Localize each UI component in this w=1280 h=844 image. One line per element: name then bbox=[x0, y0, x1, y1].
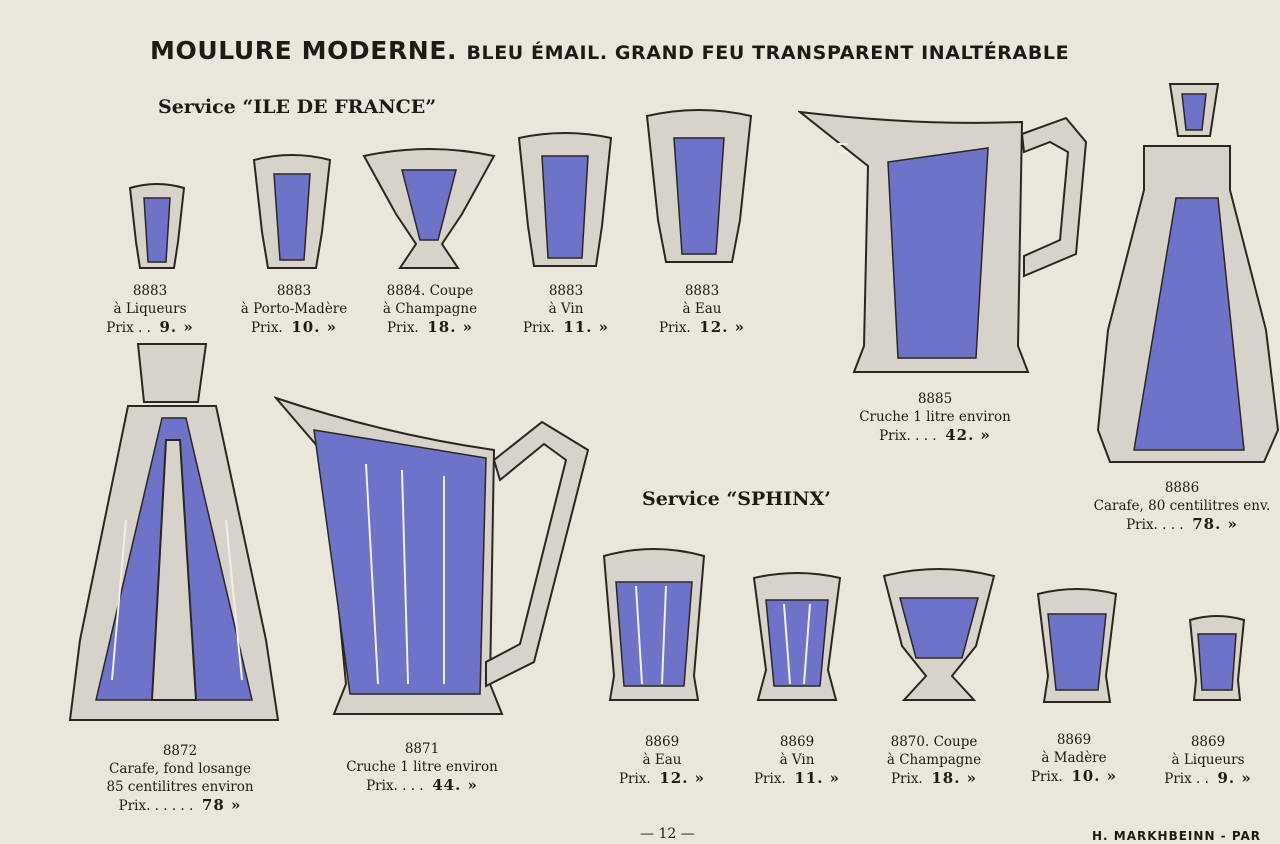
item-desc: à Champagne bbox=[886, 752, 982, 768]
item-ref: 8870. Coupe bbox=[890, 734, 978, 750]
item-price: 10. » bbox=[291, 318, 338, 336]
item-prix-label: Prix. bbox=[658, 320, 691, 336]
item-ref: 8883 bbox=[276, 283, 312, 299]
item-prix-label: Prix . . bbox=[106, 320, 151, 336]
item-price: 11. » bbox=[563, 318, 610, 336]
item-price: 78 » bbox=[201, 796, 242, 814]
item-ref: 8869 bbox=[644, 734, 680, 750]
item-ref: 8883 bbox=[684, 283, 720, 299]
sphinx-champagne-coupe-8870-image bbox=[882, 566, 996, 706]
liqueur-glass-8883-image bbox=[126, 182, 188, 274]
item-price: 11. » bbox=[794, 769, 841, 787]
caption-8869-liqueurs bbox=[1164, 733, 1252, 788]
caption-8870-coupe-champagne bbox=[887, 733, 981, 788]
item-prix-label: Prix. . . . . . bbox=[118, 798, 194, 814]
item-desc: à Eau bbox=[642, 752, 682, 768]
item-ref: 8885 bbox=[917, 391, 953, 407]
item-price: 9. » bbox=[159, 318, 194, 336]
item-price: 12. » bbox=[659, 769, 706, 787]
item-desc: à Liqueurs bbox=[1171, 752, 1245, 768]
item-desc: à Champagne bbox=[382, 301, 478, 317]
sphinx-madere-glass-8869-image bbox=[1036, 586, 1118, 706]
caption-8869-madere bbox=[1031, 731, 1117, 786]
caption-8869-vin bbox=[754, 733, 840, 788]
item-desc: à Eau bbox=[682, 301, 722, 317]
item-price: 78. » bbox=[1192, 515, 1238, 533]
item-prix-label: Prix. bbox=[890, 771, 923, 787]
item-price: 10. » bbox=[1071, 767, 1118, 785]
page-title bbox=[150, 36, 1069, 65]
item-ref: 8869 bbox=[1056, 732, 1092, 748]
wine-glass-8883-image bbox=[516, 130, 614, 272]
item-price: 18. » bbox=[427, 318, 474, 336]
sphinx-water-glass-8869-image bbox=[602, 546, 706, 706]
item-desc: à Vin bbox=[548, 301, 584, 317]
item-prix-label: Prix. bbox=[522, 320, 555, 336]
title-main: MOULURE MODERNE. bbox=[150, 36, 458, 65]
item-prix-label: Prix. bbox=[250, 320, 283, 336]
caption-8872-carafe bbox=[106, 742, 253, 815]
item-price: 42. » bbox=[945, 426, 991, 444]
item-ref: 8883 bbox=[548, 283, 584, 299]
jug-8871-image bbox=[274, 394, 594, 722]
title-subtitle: BLEU ÉMAIL. GRAND FEU TRANSPARENT INALTÉRABLE bbox=[466, 42, 1070, 64]
caption-8884-coupe-champagne bbox=[383, 282, 477, 337]
caption-8869-eau bbox=[619, 733, 705, 788]
item-desc-2: 85 centilitres environ bbox=[106, 779, 254, 795]
item-prix-label: Prix. . . . bbox=[879, 428, 937, 444]
water-glass-8883-image bbox=[644, 108, 754, 268]
item-prix-label: Prix. bbox=[753, 771, 786, 787]
item-desc: Cruche 1 litre environ bbox=[859, 409, 1011, 425]
item-desc: à Vin bbox=[779, 752, 815, 768]
item-price: 9. » bbox=[1217, 769, 1252, 787]
caption-8871-cruche bbox=[346, 740, 498, 795]
carafe-8886-image bbox=[1094, 80, 1280, 468]
section-heading-sphinx: Service “SPHINX’ bbox=[642, 488, 831, 510]
item-price: 18. » bbox=[931, 769, 978, 787]
item-ref: 8883 bbox=[132, 283, 168, 299]
caption-8886-carafe bbox=[1094, 479, 1271, 534]
porto-glass-8883-image bbox=[250, 152, 334, 274]
item-prix-label: Prix. . . . bbox=[366, 778, 424, 794]
jug-8885-image bbox=[798, 106, 1090, 378]
item-price: 44. » bbox=[432, 776, 478, 794]
caption-8883-eau bbox=[659, 282, 745, 337]
champagne-coupe-8884-image bbox=[362, 144, 496, 272]
item-prix-label: Prix. . . . bbox=[1126, 517, 1184, 533]
item-prix-label: Prix . . bbox=[1164, 771, 1209, 787]
sphinx-wine-glass-8869-image bbox=[752, 570, 842, 706]
item-prix-label: Prix. bbox=[1030, 769, 1063, 785]
sphinx-liqueur-glass-8869-image bbox=[1188, 614, 1246, 704]
caption-8883-vin bbox=[523, 282, 609, 337]
item-prix-label: Prix. bbox=[386, 320, 419, 336]
page-number: — 12 — bbox=[640, 826, 695, 842]
item-prix-label: Prix. bbox=[618, 771, 651, 787]
item-ref: 8871 bbox=[404, 741, 440, 757]
publisher-footer: H. MARKHBEINN - PAR bbox=[1092, 829, 1262, 843]
section-heading-ile-de-france: Service “ILE DE FRANCE” bbox=[158, 96, 437, 118]
caption-8883-liqueurs bbox=[106, 282, 194, 337]
item-price: 12. » bbox=[699, 318, 746, 336]
item-ref: 8886 bbox=[1164, 480, 1200, 496]
carafe-8872-image bbox=[66, 340, 280, 736]
item-desc: Cruche 1 litre environ bbox=[346, 759, 498, 775]
caption-8883-porto-madere bbox=[241, 282, 348, 337]
caption-8885-cruche bbox=[859, 390, 1011, 445]
item-ref: 8869 bbox=[1190, 734, 1226, 750]
item-ref: 8872 bbox=[162, 743, 198, 759]
item-desc: Carafe, 80 centilitres env. bbox=[1093, 498, 1271, 514]
item-ref: 8869 bbox=[779, 734, 815, 750]
item-desc: à Porto-Madère bbox=[240, 301, 348, 317]
item-ref: 8884. Coupe bbox=[386, 283, 474, 299]
item-desc: à Liqueurs bbox=[113, 301, 187, 317]
item-desc: à Madère bbox=[1041, 750, 1107, 766]
item-desc: Carafe, fond losange bbox=[109, 761, 251, 777]
